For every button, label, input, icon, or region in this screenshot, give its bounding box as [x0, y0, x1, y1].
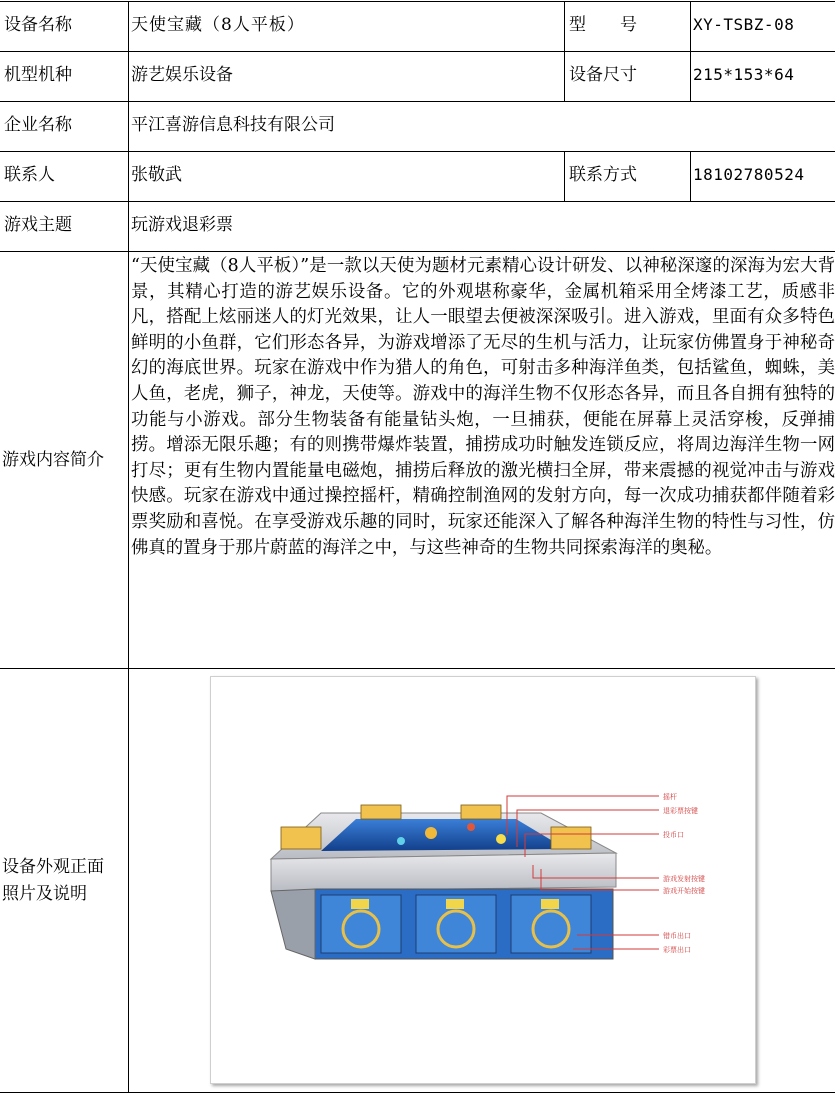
callout-coin-slot: 投币口: [663, 831, 684, 839]
theme-label: 游戏主题: [4, 215, 72, 235]
table-line: [564, 151, 565, 201]
model-label: 型 号: [569, 15, 637, 35]
photo-label-line1: 设备外观正面: [2, 857, 104, 877]
table-line: [128, 1, 129, 1093]
callout-joystick: 摇杆: [663, 793, 677, 801]
intro-label: 游戏内容简介: [2, 450, 104, 470]
table-line: [0, 1092, 835, 1093]
model-value: XY-TSBZ-08: [693, 15, 795, 34]
company-label: 企业名称: [4, 115, 72, 135]
table-line: [0, 51, 835, 52]
callout-fire-button: 游戏发射按键: [663, 875, 705, 883]
company-value: 平江喜游信息科技有限公司: [131, 115, 335, 135]
table-line: [0, 251, 835, 252]
table-line: [0, 151, 835, 152]
table-line: [0, 101, 835, 102]
table-line: [0, 1, 835, 2]
device-name-value: 天使宝藏（8人平板）: [131, 15, 305, 35]
size-value: 215*153*64: [693, 65, 795, 84]
contact-label: 联系人: [4, 165, 55, 185]
callout-coin-return: 错币出口: [663, 932, 691, 940]
category-value: 游艺娱乐设备: [131, 65, 233, 85]
theme-value: 玩游戏退彩票: [131, 215, 233, 235]
table-line: [564, 51, 565, 101]
callout-ticket-button: 退彩票按键: [663, 807, 698, 815]
table-line: [690, 51, 691, 101]
table-line: [564, 1, 565, 52]
table-line: [690, 151, 691, 201]
intro-text: “天使宝藏（8人平板）”是一款以天使为题材元素精心设计研发、以神秘深邃的深海为宏大背景，其精心打造的游艺娱乐设备。它的外观堪称豪华，金属机箱采用全烤漆工艺，质感非凡，搭配上炫丽迷人的灯光效果，让人一眼望去便被深深吸引。进入游戏，里面有众多特色鲜明的小鱼群，它们形态各异，为游戏增添了无尽的生机与活力，让玩家仿佛置身于神秘奇幻的海底世界。玩家在游戏中作为猎人的角色，可射击多种海洋鱼类，包括鲨鱼，蜘蛛，美人鱼，老虎，狮子，神龙，天使等。游戏中的海洋生物不仅形态各异，而且各自拥有独特的功能与小游戏。部分生物装备有能量钻头炮，一旦捕获，便能在屏幕上灵活穿梭，反弹捕捞。增添无限乐趣；有的则携带爆炸装置，捕捞成功时触发连锁反应，将周边海洋生物一网打尽；更有生物内置能量电磁炮，捕捞后释放的激光横扫全屏，带来震撼的视觉冲击与游戏快感。玩家在游戏中通过操控摇杆，精确控制渔网的发射方向，每一次成功捕获都伴随着彩票奖励和喜悦。在享受游戏乐趣的同时，玩家还能深入了解各种海洋生物的特性与习性，仿佛真的置身于那片蔚蓝的海洋之中，与这些神奇的生物共同探索海洋的奥秘。: [131, 256, 835, 558]
table-line: [0, 201, 835, 202]
contact-value: 张敬武: [131, 165, 182, 185]
phone-label: 联系方式: [569, 165, 637, 185]
photo-label-line2: 照片及说明: [2, 884, 87, 904]
callout-start-button: 游戏开始按键: [663, 887, 705, 895]
table-line: [0, 668, 835, 669]
arcade-cabinet-illustration: [211, 677, 755, 1083]
category-label: 机型机种: [4, 65, 72, 85]
callout-ticket-exit: 彩票出口: [663, 946, 691, 954]
table-line: [690, 1, 691, 52]
device-name-label: 设备名称: [4, 15, 72, 35]
phone-value: 18102780524: [693, 165, 805, 184]
size-label: 设备尺寸: [569, 65, 637, 85]
device-photo: [210, 676, 756, 1084]
